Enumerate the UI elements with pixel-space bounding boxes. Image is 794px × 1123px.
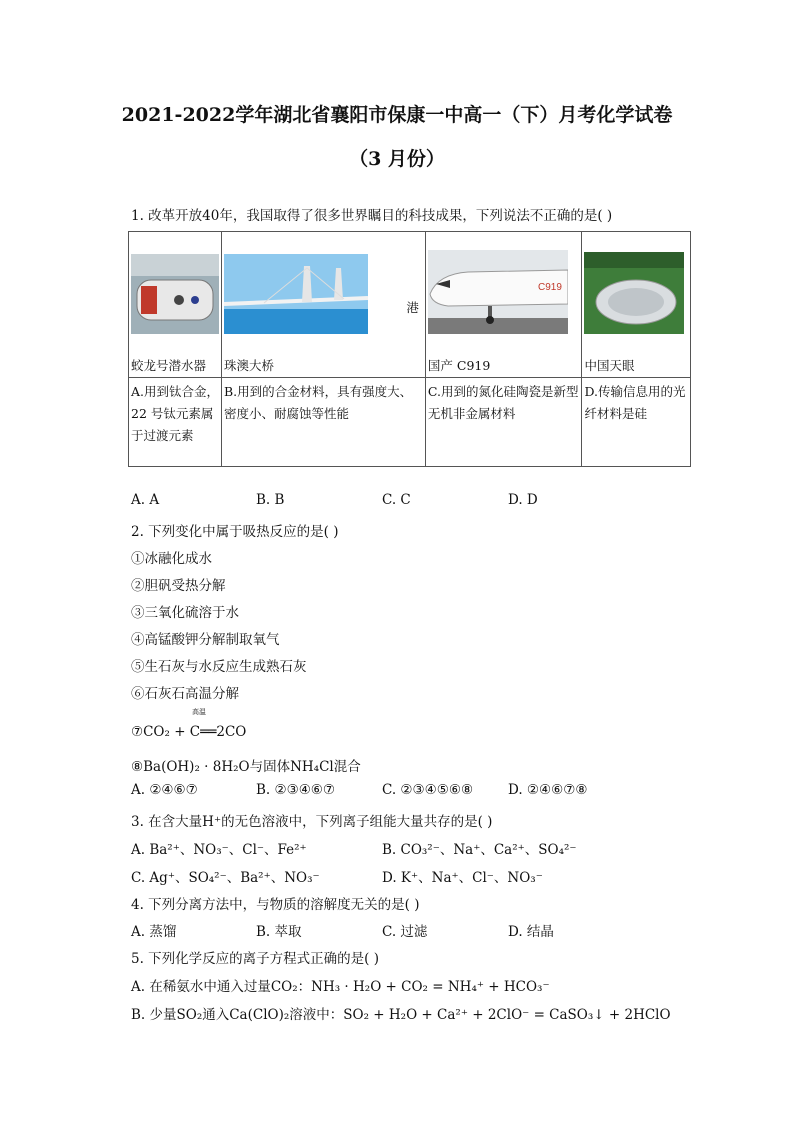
q1-cell-fast: [582, 232, 691, 378]
q1-stem: 1. 改革开放40年，我国取得了很多世界瞩目的科技成果，下列说法不正确的是( ): [131, 208, 613, 224]
q1-cell-bridge: [222, 232, 426, 378]
exam-subtitle: （3 月份）: [349, 148, 445, 170]
q1-option-a: A. A: [131, 492, 160, 508]
exam-title: 2021-2022学年湖北省襄阳市保康一中高一（下）月考化学试卷: [121, 104, 673, 126]
q2-condition: 高温: [192, 708, 206, 716]
q5-option-b: B. 少量SO₂通入Ca(ClO)₂溶液中：SO₂ + H₂O + Ca²⁺ + 2ClO⁻ = CaSO₃↓ + 2HClO: [131, 1007, 671, 1023]
q2-item-6: ⑥石灰石高温分解: [131, 686, 239, 702]
q1-cell-a: A.用到钛合金，22 号钛元素属于过渡元素: [129, 378, 222, 467]
q3-option-a: A. Ba²⁺、NO₃⁻、Cl⁻、Fe²⁺: [131, 842, 307, 858]
q4-option-b: B. 萃取: [256, 924, 302, 940]
q4-option-a: A. 蒸馏: [131, 924, 177, 940]
q2-item-7: ⑦CO₂ + C══2CO: [131, 724, 247, 740]
submarine-image: [131, 254, 219, 334]
q2-item-5: ⑤生石灰与水反应生成熟石灰: [131, 659, 307, 675]
caption-gang: 港: [406, 300, 419, 315]
q2-option-a: A. ②④⑥⑦: [131, 782, 198, 798]
q1-cell-b: B.用到的合金材料，具有强度大、密度小、耐腐蚀等性能: [222, 378, 426, 467]
svg-text:C919: C919: [537, 282, 562, 293]
airplane-image: [428, 250, 568, 334]
q1-option-c: C. C: [382, 492, 411, 508]
q3-option-d: D. K⁺、Na⁺、Cl⁻、NO₃⁻: [382, 870, 543, 886]
caption-bridge: 珠澳大桥: [224, 358, 275, 373]
q1-option-b: B. B: [256, 492, 285, 508]
q4-option-d: D. 结晶: [508, 924, 554, 940]
q2-item-2: ②胆矾受热分解: [131, 578, 226, 594]
q1-cell-c: C.用到的氮化硅陶瓷是新型无机非金属材料: [425, 378, 582, 467]
q2-item-3: ③三氧化硫溶于水: [131, 605, 239, 621]
q1-option-d: D. D: [508, 492, 538, 508]
q5-stem: 5. 下列化学反应的离子方程式正确的是( ): [131, 951, 379, 967]
q2-item-4: ④高锰酸钾分解制取氧气: [131, 632, 280, 648]
q4-stem: 4. 下列分离方法中，与物质的溶解度无关的是( ): [131, 897, 420, 913]
q1-table: [128, 231, 691, 467]
q2-item-1: ①冰融化成水: [131, 551, 212, 567]
q2-option-c: C. ②③④⑤⑥⑧: [382, 782, 474, 798]
q2-stem: 2. 下列变化中属于吸热反应的是( ): [131, 524, 339, 540]
q5-option-a: A. 在稀氨水中通入过量CO₂：NH₃ · H₂O + CO₂ = NH₄⁺ + HCO₃⁻: [131, 979, 550, 995]
q1-cell-d: D.传输信息用的光纤材料是硅: [582, 378, 691, 467]
q2-option-b: B. ②③④⑥⑦: [256, 782, 336, 798]
q3-stem: 3. 在含大量H⁺的无色溶液中，下列离子组能大量共存的是( ): [131, 814, 493, 830]
q3-option-c: C. Ag⁺、SO₄²⁻、Ba²⁺、NO₃⁻: [131, 870, 320, 886]
bridge-image: [224, 254, 368, 334]
q2-item-8: ⑧Ba(OH)₂ · 8H₂O与固体NH₄Cl混合: [131, 759, 361, 775]
caption-jiaolong: 蛟龙号潜水器: [131, 358, 207, 373]
q1-cell-jiaolong: [129, 232, 222, 378]
caption-c919: 国产 C919: [427, 358, 491, 373]
caption-fast: 中国天眼: [584, 358, 635, 373]
telescope-image: [584, 252, 684, 334]
q4-option-c: C. 过滤: [382, 924, 428, 940]
q2-option-d: D. ②④⑥⑦⑧: [508, 782, 588, 798]
q1-cell-c919: [425, 232, 582, 378]
q3-option-b: B. CO₃²⁻、Na⁺、Ca²⁺、SO₄²⁻: [382, 842, 577, 858]
